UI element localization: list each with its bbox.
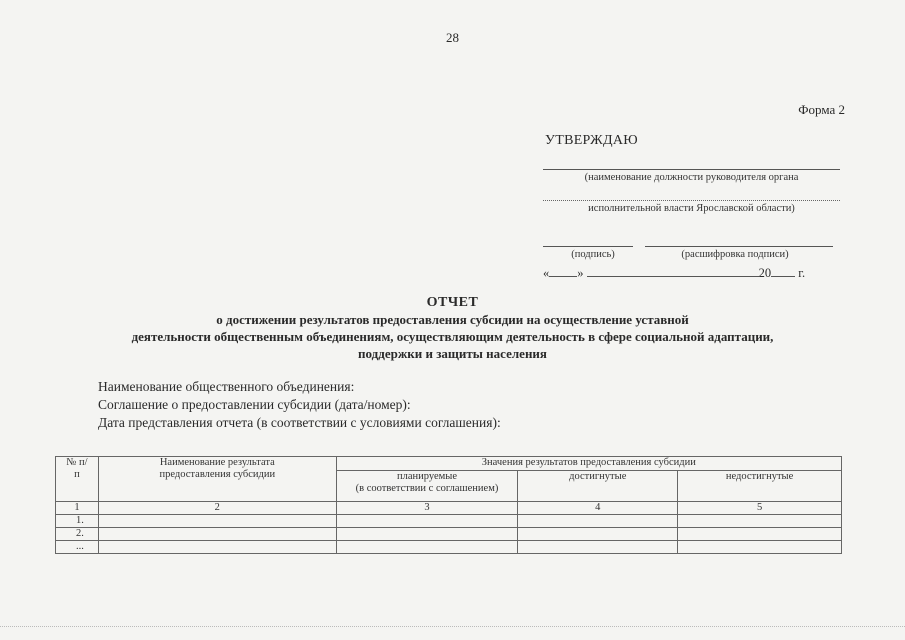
row-number: 1. xyxy=(56,515,99,528)
scan-edge-noise xyxy=(0,626,905,632)
decode-caption: (расшифровка подписи) xyxy=(681,249,789,260)
table-cell xyxy=(518,515,678,528)
numbering-cell: 2 xyxy=(98,502,336,515)
header-number-text: № п/п xyxy=(66,457,88,480)
position-caption-2: исполнительной власти Ярославской области) xyxy=(588,203,795,214)
report-title-line-1: о достижении результатов предоставления субсидии на осуществление уставной xyxy=(216,312,689,327)
approval-title: УТВЕРЖДАЮ xyxy=(545,133,638,148)
table-cell xyxy=(98,515,336,528)
header-number xyxy=(56,457,99,502)
position-caption-1: (наименование должности руководителя органа xyxy=(584,172,799,183)
date-close-quote: » xyxy=(577,266,584,280)
report-title-line-2: деятельности общественным объединениям, осуществляющим деятельность в сфере социальной адаптации, xyxy=(131,329,774,344)
table-row xyxy=(56,541,842,554)
header-not-achieved: недостигнутые xyxy=(678,471,842,502)
year-blank xyxy=(771,265,795,277)
table-cell xyxy=(678,541,842,554)
table-header-row xyxy=(56,457,842,471)
report-fields xyxy=(98,378,501,432)
table-cell xyxy=(336,541,518,554)
signature-decode-line xyxy=(645,246,833,247)
header-result-name xyxy=(98,457,336,502)
table-cell xyxy=(518,541,678,554)
row-number: 2. xyxy=(56,528,99,541)
table-cell xyxy=(678,515,842,528)
results-table xyxy=(55,456,842,554)
report-title-line-3: поддержки и защиты населения xyxy=(358,346,547,361)
signature-line xyxy=(543,246,633,247)
header-values-group: Значения результатов предоставления субсидии xyxy=(336,457,841,471)
form-label: Форма 2 xyxy=(798,102,845,117)
numbering-cell: 1 xyxy=(56,502,99,515)
header-result-name-1: Наименование результата xyxy=(159,457,275,468)
numbering-cell: 4 xyxy=(518,502,678,515)
table-cell xyxy=(98,528,336,541)
header-planned-1: планируемые xyxy=(396,471,457,482)
table-numbering-row xyxy=(56,502,842,515)
approval-position-line-2 xyxy=(543,200,840,201)
field-agreement: Соглашение о предоставлении субсидии (дата/номер): xyxy=(98,397,411,412)
table-cell xyxy=(98,541,336,554)
signature-caption: (подпись) xyxy=(571,249,615,260)
table-cell xyxy=(336,515,518,528)
table-cell xyxy=(678,528,842,541)
table-cell xyxy=(518,528,678,541)
page-number: 28 xyxy=(446,30,459,45)
header-achieved: достигнутые xyxy=(518,471,678,502)
year-suffix: г. xyxy=(798,266,806,280)
row-number: ... xyxy=(56,541,99,554)
approval-date-line xyxy=(543,265,805,281)
date-open-quote: « xyxy=(543,266,550,280)
table-row xyxy=(56,528,842,541)
report-title-main: ОТЧЕТ xyxy=(426,295,479,310)
table-row xyxy=(56,515,842,528)
month-blank xyxy=(587,265,759,277)
numbering-cell: 3 xyxy=(336,502,518,515)
header-planned xyxy=(336,471,518,502)
day-blank xyxy=(549,265,577,277)
header-planned-2: (в соответствии с соглашением) xyxy=(355,483,499,494)
header-result-name-2: предоставления субсидии xyxy=(159,469,276,480)
year-prefix: 20 xyxy=(758,266,772,280)
approval-position-line xyxy=(543,169,840,170)
numbering-cell: 5 xyxy=(678,502,842,515)
table-cell xyxy=(336,528,518,541)
field-organization-name: Наименование общественного объединения: xyxy=(98,379,355,394)
field-report-date: Дата представления отчета (в соответствии с условиями соглашения): xyxy=(98,415,501,430)
report-title xyxy=(60,294,845,362)
